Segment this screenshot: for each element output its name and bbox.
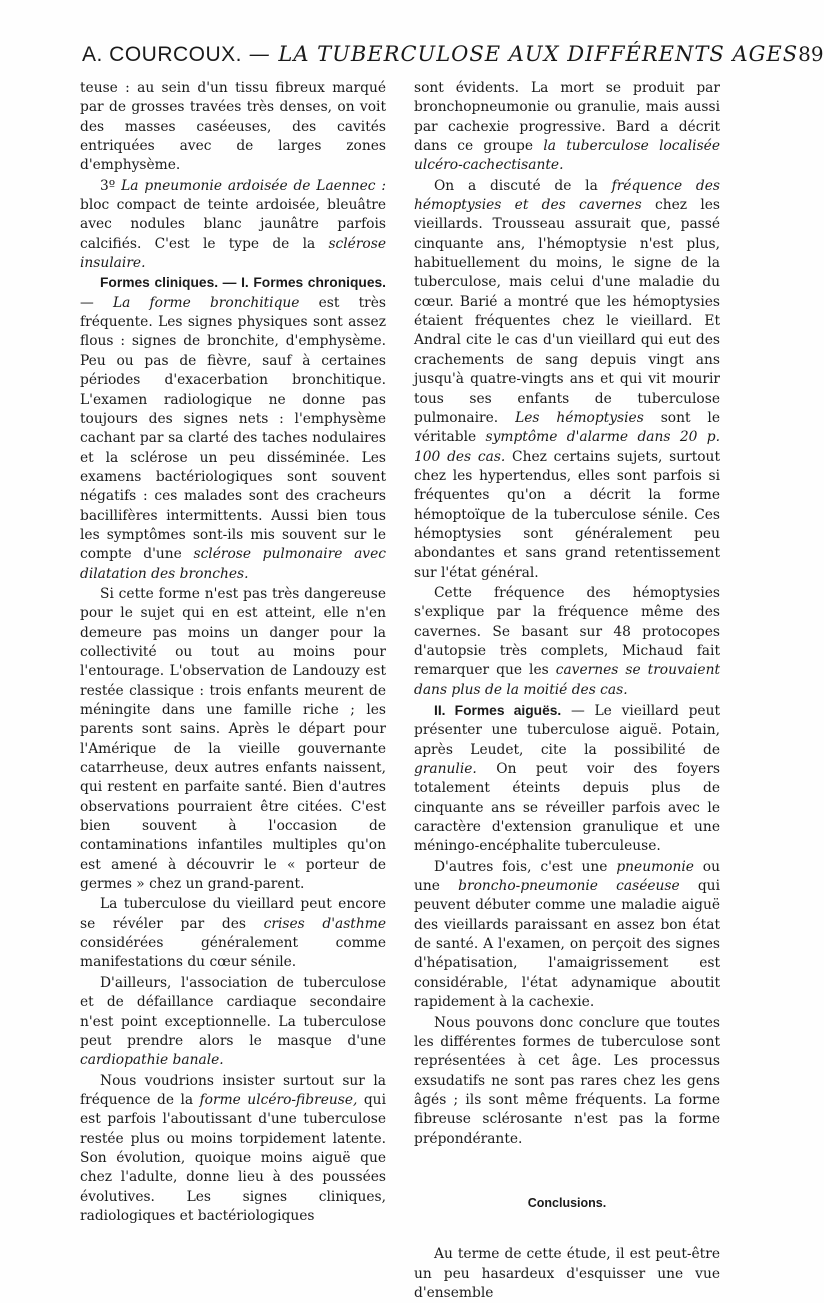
text-run: Nous voudrions insister surtout sur la fréquence de la [80,1072,386,1108]
section-heading: Formes cliniques. — I. Formes chroniques. [100,275,386,291]
right-column [414,79,720,1303]
paragraph [414,858,720,1013]
list-number: 3º [100,177,116,194]
emphasis: granulie. [414,761,477,778]
paragraph: Si cette forme n'est pas très dangereuse pour le sujet qui en est atteint, elle n'en demeure pas moins un danger pour la collectivité ou tout au moins pour l'entourage. L'observation de Landouzy est restée classique : trois enfants meurent de méningite dans une famille riche ; les parents sont sains. Après le départ pour l'Amérique de la vieille gouvernante catarrheuse, deux autres enfants naissent, qui restent en parfaite santé. Bien d'autres observations pourraient être citées. C'est bien souvent à l'occasion de contaminations infantiles multiples qu'on est amené à découvrir le « porteur de germes » chez un grand-parent. [80,585,386,893]
emphasis: symptôme d'alarme dans 20 p. 100 des cas. [414,429,720,465]
paragraph [414,701,720,857]
emphasis: sclérose insulaire. [80,235,386,272]
text-run: D'autres fois, c'est une [434,858,617,875]
emphasis: broncho-pneumonie caséeuse [458,878,680,895]
text-run: D'ailleurs, l'association de tuberculose et de défaillance cardiaque secondaire n'est point exceptionnelle. La tuberculose peut prendre alors le masque d'une [80,974,386,1049]
text-run: sont le véritable [414,409,720,446]
paragraph [80,895,386,972]
text-run: — [80,294,113,311]
paragraph: teuse : au sein d'un tissu fibreux marqué par de grosses travées très denses, on voit des masses caséeuses, des cavités entriquées avec de larges zones d'emphysème. [80,80,386,174]
emphasis: la tuberculose localisée ulcéro-cachectisante. [414,138,720,174]
paragraph [80,273,386,584]
emphasis: pneumonie [616,858,694,875]
paragraph [80,177,386,274]
emphasis: Les hémoptysies [515,409,644,426]
header-title: — LA TUBERCULOSE AUX DIFFÉRENTS AGES [248,42,799,66]
emphasis: crises d'asthme [263,915,386,932]
emphasis: cardiopathie banale. [80,1052,224,1069]
text-run: est très fréquente. Les signes physiques sont assez flous : signes de bronchite, d'emphysème. Peu ou pas de fièvre, sauf à certaines périodes d'exacerbation bronchitique. L'examen radiologique ne donne pas toujours des signes nets : l'emphysème cachant par sa clarté des taches nodulaires et la sclérose un peu disséminée. Les examens bactériologiques sont souvent négatifs : ces malades sont des cracheurs bacillifères intermittents. Aussi bien tous les symptômes sont-ils mis souvent sur le compte d'une [80,294,386,563]
emphasis: forme ulcéro-fibreuse, [199,1091,358,1108]
paragraph [414,79,720,176]
paragraph [80,974,386,1071]
text-run: bloc compact de teinte ardoisée, bleuâtre avec nodules blanc jaunâtre parfois calcifiés. C'est le type de la [80,197,386,252]
paragraph: Au terme de cette étude, il est peut-être un peu hasardeux d'esquisser une vue d'ensemble [414,1246,720,1301]
text-run: Cette fréquence des hémoptysies s'explique par la fréquence même des cavernes. Se basant sur 48 protocopes d'autopsie très complets, Michaud fait remarquer que les [414,584,720,679]
section-title-conclusions: Conclusions. [527,1195,607,1210]
running-header [82,42,824,67]
text-run: On peut voir des foyers totalement éteints depuis plus de cinquante ans se réveiller parfois avec le caractère d'extension granulique et une méningo-encéphalite tuberculeuse. [414,761,720,855]
header-author: A. COURCOUX. [82,43,243,66]
emphasis: fréquence des hémoptysies et des cavernes [414,177,720,214]
text-run: La tuberculose du vieillard peut encore se révéler par des [80,896,386,932]
left-column [80,79,386,1226]
emphasis: La pneumonie ardoisée de Laennec : [121,177,386,194]
emphasis: cavernes se trouvaient dans plus de la moitié des cas. [414,662,721,698]
header-title-line [82,42,798,67]
text-run: — Le vieillard peut présenter une tuberculose aiguë. Potain, après Leudet, cite la possibilité de [414,703,721,758]
paragraph [414,177,720,583]
section-heading: II. Formes aiguës. [434,703,562,718]
text-run: chez les vieillards. Trousseau assurait que, passé cinquante ans, l'hémoptysie n'est plus, habituellement du moins, le signe de la tuberculose, mais celui d'une maladie du cœur. Barié a montré que les hémoptysies étaient fréquentes chez le vieillard. Et Andral cite le cas d'un vieillard qui eut des crachements de sang depuis vingt ans jusqu'à quatre-vingts ans et qui vit mourir tous ses enfants de tuberculose pulmonaire. [414,197,720,426]
text-run: sont évidents. La mort se produit par bronchopneumonie ou granulie, mais aussi par cachexie progressive. Bard a décrit dans ce groupe [414,80,720,155]
paragraph: Nous pouvons donc conclure que toutes les différentes formes de tuberculose sont représentées à cet âge. Les processus exsudatifs ne sont pas rares chez les gens âgés ; ils sont même fréquents. La forme fibreuse sclérosante n'est pas la forme prépondérante. [414,1014,720,1147]
text-run: considérées généralement comme manifestations du cœur sénile. [80,935,386,971]
text-run: Chez certains sujets, surtout chez les hypertendus, elles sont parfois si fréquentes qu'on a décrit la forme hémoptoïque de la tuberculose sénile. Ces hémoptysies sont généralement peu abondantes et sans grand retentissement sur l'état général. [414,448,720,581]
page-number: 89 [798,42,824,66]
emphasis: sclérose pulmonaire avec dilatation des bronches. [80,546,386,582]
text-run: On a discuté de la [434,177,612,194]
text-run: ou une [414,858,721,895]
text-run: qui est parfois l'aboutissant d'une tuberculose restée plus ou moins torpidement latente. Son évolution, quoique moins aiguë que chez l'adulte, donne lieu à des poussées évolutives. Les signes cliniques, radiologiques et bactériologiques [80,1091,386,1224]
emphasis: La forme bronchitique [112,294,300,311]
paragraph [414,584,720,700]
text-run: qui peuvent débuter comme une maladie aiguë des vieillards paraissant en assez bon état de santé. A l'examen, on perçoit des signes d'hépatisation, l'amaigrissement est considérable, l'état adynamique aboutit rapidement à la cachexie. [414,878,720,1011]
paragraph [80,1072,386,1227]
